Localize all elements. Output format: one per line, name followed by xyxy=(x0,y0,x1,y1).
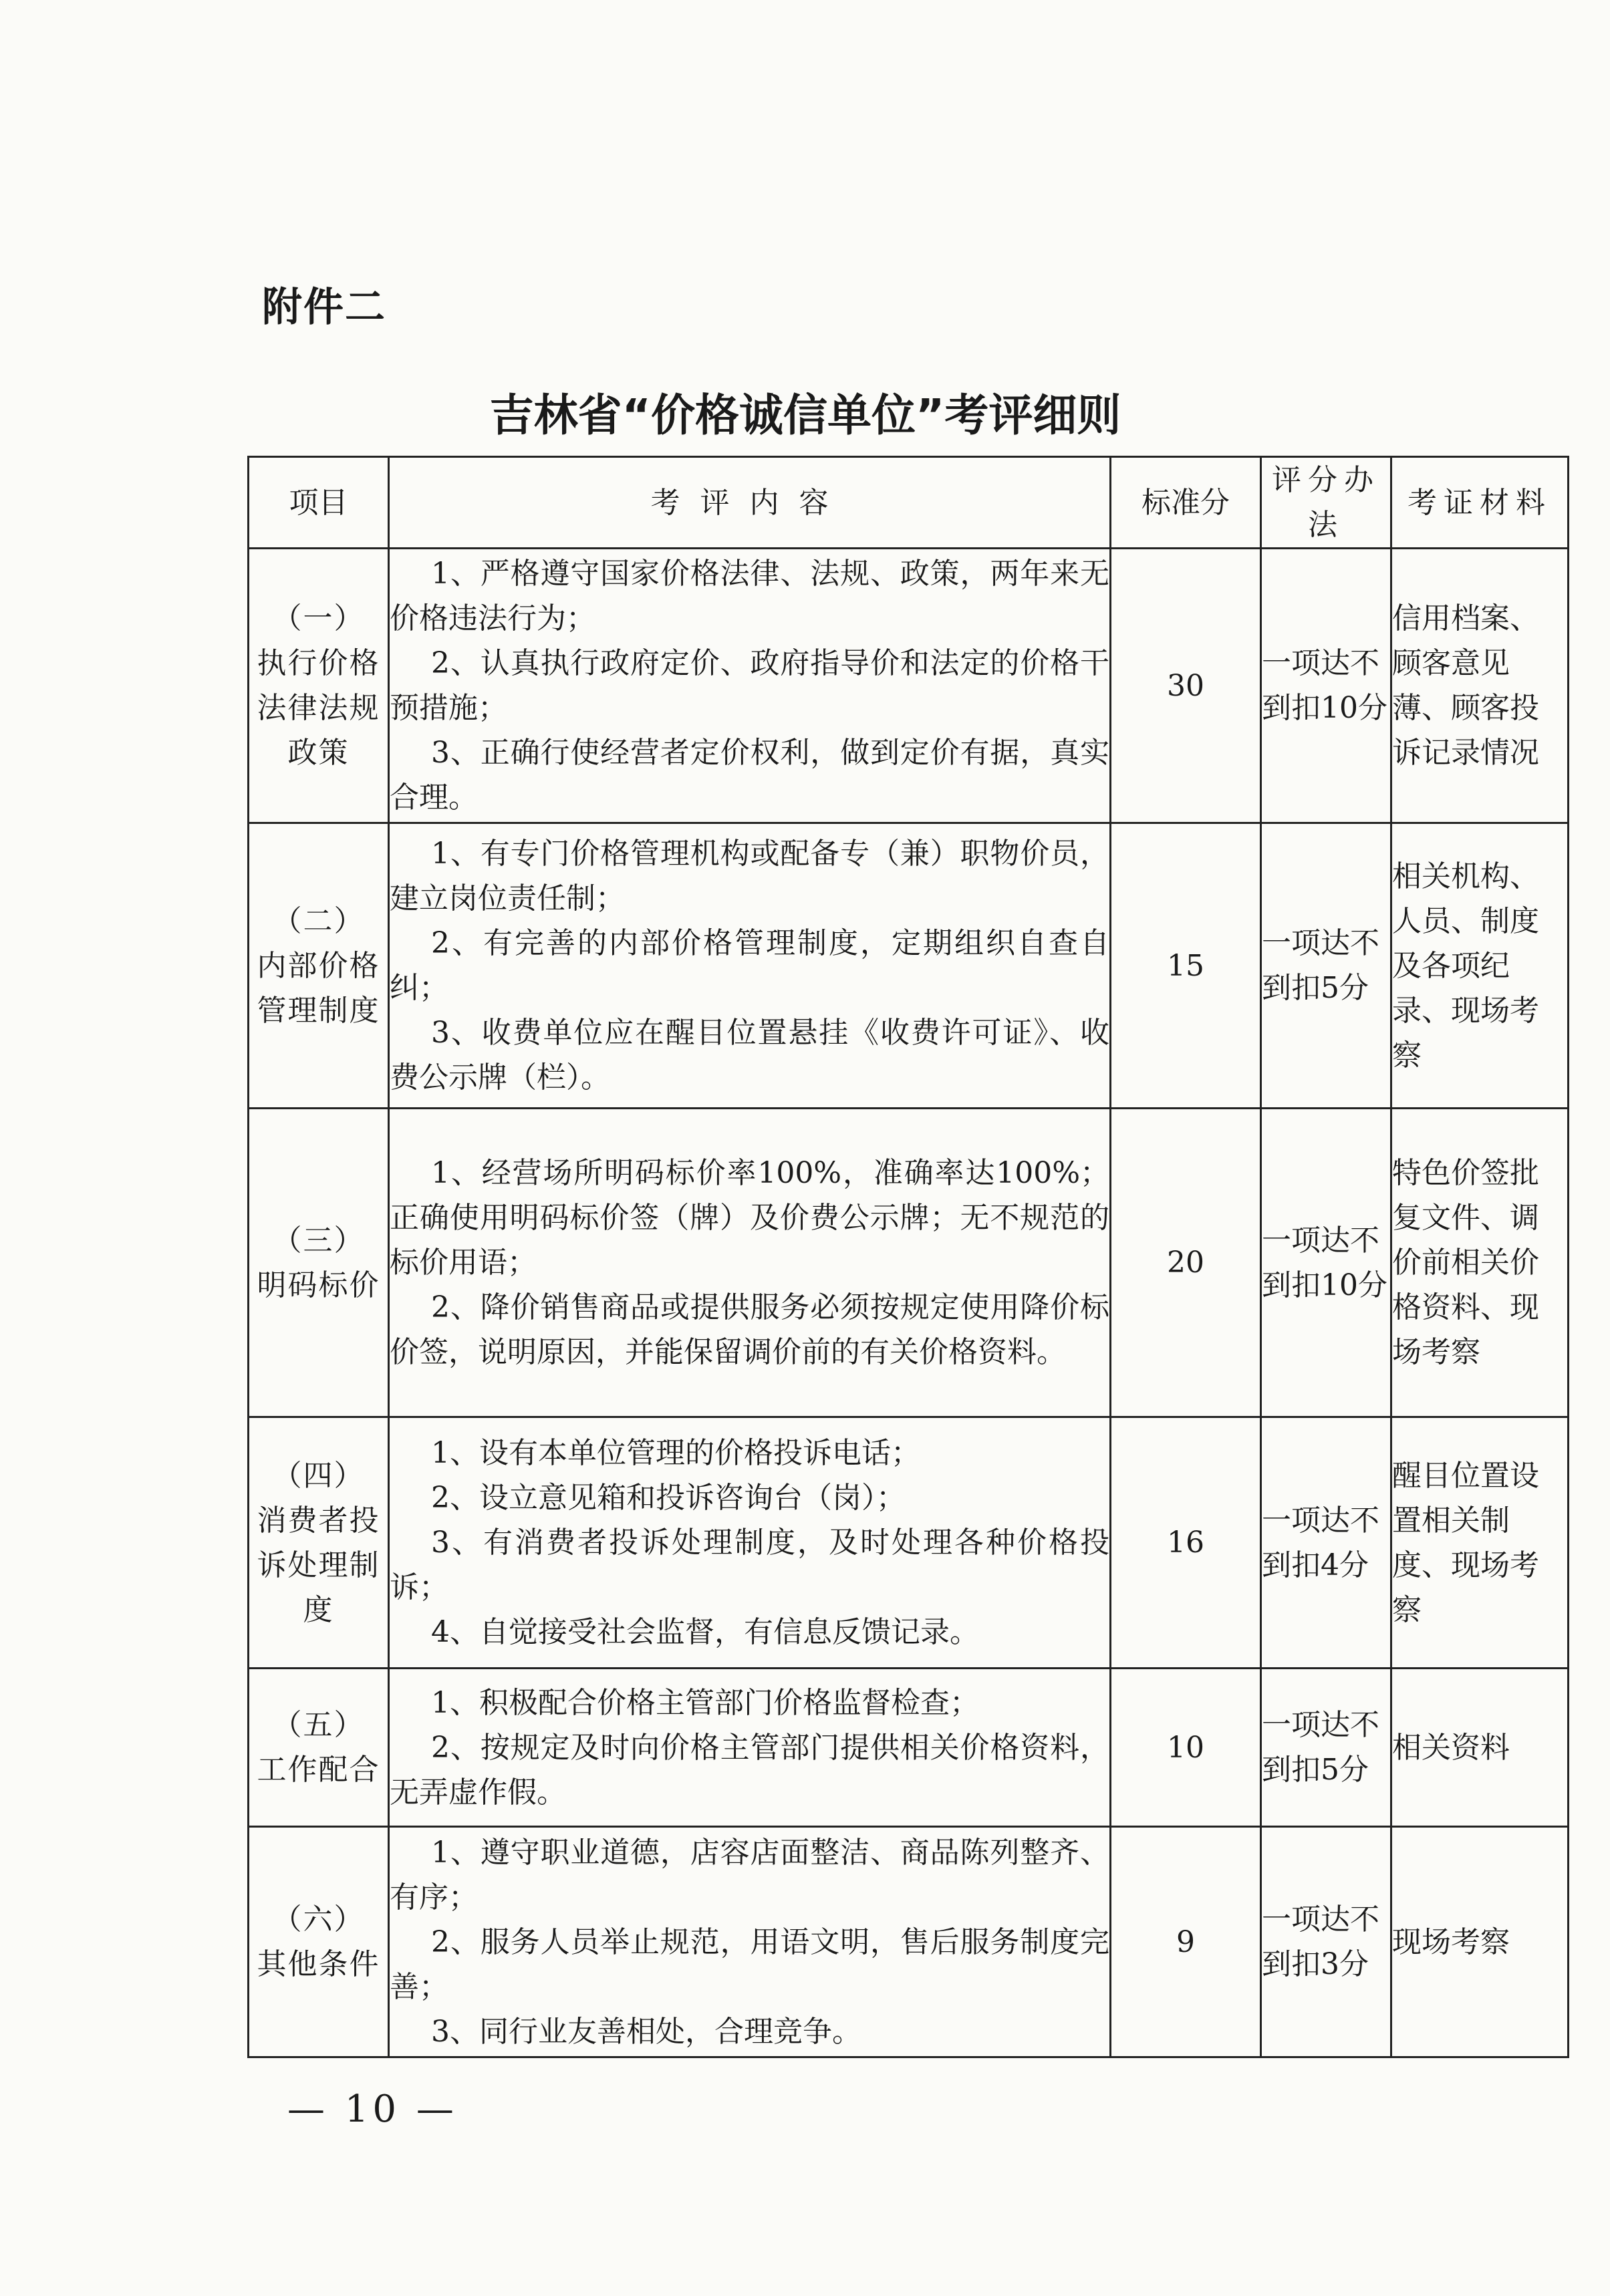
item-number: （三） xyxy=(272,1223,365,1258)
content-line: 2、有完善的内部价格管理制度，定期组织自查自纠； xyxy=(390,926,1109,1005)
content-line: 1、积极配合价格主管部门价格监督检查； xyxy=(431,1685,979,1720)
evidence-cell: 相关资料 xyxy=(1391,1669,1569,1827)
content-cell xyxy=(389,1417,1111,1669)
evidence-cell: 信用档案、顾客意见薄、顾客投诉记录情况 xyxy=(1391,549,1569,823)
method-cell: 一项达不到扣4分 xyxy=(1261,1417,1391,1669)
content-line: 3、正确行使经营者定价权利，做到定价有据，真实合理。 xyxy=(390,736,1109,815)
content-cell xyxy=(389,549,1111,823)
header-score: 标准分 xyxy=(1111,457,1261,549)
table-row xyxy=(249,1669,1569,1827)
content-line: 1、经营场所明码标价率100%，准确率达100%；正确使用明码标价签（牌）及价费公示牌；无不规范的标价用语； xyxy=(390,1156,1109,1280)
content-line: 1、严格遵守国家价格法律、法规、政策，两年来无价格违法行为； xyxy=(390,557,1109,635)
content-cell xyxy=(389,1827,1111,2057)
method-cell: 一项达不到扣3分 xyxy=(1261,1827,1391,2057)
table-row xyxy=(249,823,1569,1109)
evidence-cell: 醒目位置设置相关制度、现场考察 xyxy=(1391,1417,1569,1669)
method-cell: 一项达不到扣5分 xyxy=(1261,823,1391,1109)
item-cell xyxy=(249,549,389,823)
content-line: 1、遵守职业道德，店容店面整洁、商品陈列整齐、有序； xyxy=(390,1835,1109,1914)
content-line: 1、有专门价格管理机构或配备专（兼）职物价员，建立岗位责任制； xyxy=(390,837,1109,915)
item-cell xyxy=(249,1417,389,1669)
score-cell: 20 xyxy=(1111,1109,1261,1417)
item-cell xyxy=(249,1827,389,2057)
table-row xyxy=(249,1417,1569,1669)
item-number: （四） xyxy=(272,1458,365,1493)
item-number: （二） xyxy=(272,903,365,938)
table-header-row xyxy=(249,457,1569,549)
content-line: 2、认真执行政府定价、政府指导价和法定的价格干预措施； xyxy=(390,646,1109,725)
content-line: 3、同行业友善相处，合理竞争。 xyxy=(431,2014,861,2049)
item-number: （一） xyxy=(272,601,365,635)
evidence-cell: 特色价签批复文件、调价前相关价格资料、现场考察 xyxy=(1391,1109,1569,1417)
header-content: 考评内容 xyxy=(389,457,1111,549)
score-cell: 10 xyxy=(1111,1669,1261,1827)
header-method: 评分办法 xyxy=(1261,457,1391,549)
header-item: 项目 xyxy=(249,457,389,549)
page-number: — 10 — xyxy=(287,2088,458,2131)
method-cell: 一项达不到扣10分 xyxy=(1261,549,1391,823)
item-name: 工作配合 xyxy=(257,1753,380,1787)
item-cell xyxy=(249,1669,389,1827)
item-number: （五） xyxy=(272,1708,365,1742)
table-row xyxy=(249,549,1569,823)
table-row xyxy=(249,1827,1569,2057)
item-cell xyxy=(249,1109,389,1417)
score-cell: 15 xyxy=(1111,823,1261,1109)
content-cell xyxy=(389,1109,1111,1417)
content-line: 3、收费单位应在醒目位置悬挂《收费许可证》、收费公示牌（栏）。 xyxy=(390,1016,1109,1095)
method-cell: 一项达不到扣5分 xyxy=(1261,1669,1391,1827)
content-line: 3、有消费者投诉处理制度，及时处理各种价格投诉； xyxy=(390,1526,1109,1604)
content-line: 4、自觉接受社会监督，有信息反馈记录。 xyxy=(431,1615,979,1649)
evidence-cell: 相关机构、人员、制度及各项纪录、现场考察 xyxy=(1391,823,1569,1109)
content-line: 2、降价销售商品或提供服务必须按规定使用降价标价签，说明原因，并能保留调价前的有关价格资料。 xyxy=(390,1290,1109,1369)
score-cell: 16 xyxy=(1111,1417,1261,1669)
content-line: 1、设有本单位管理的价格投诉电话； xyxy=(431,1436,920,1470)
score-cell: 30 xyxy=(1111,549,1261,823)
content-line: 2、服务人员举止规范，用语文明，售后服务制度完善； xyxy=(390,1924,1109,2004)
header-evidence: 考证材料 xyxy=(1391,457,1569,549)
annex-label: 附件二 xyxy=(262,284,386,331)
page-title: 吉林省“价格诚信单位”考评细则 xyxy=(489,390,1121,441)
item-name: 明码标价 xyxy=(257,1268,380,1302)
item-number: （六） xyxy=(272,1902,365,1936)
score-cell: 9 xyxy=(1111,1827,1261,2057)
item-name: 其他条件 xyxy=(257,1947,380,1981)
content-line: 2、按规定及时向价格主管部门提供相关价格资料，无弄虚作假。 xyxy=(390,1730,1109,1810)
item-cell xyxy=(249,823,389,1109)
item-name: 消费者投诉处理制度 xyxy=(257,1503,380,1627)
item-name: 内部价格管理制度 xyxy=(257,948,380,1028)
method-cell: 一项达不到扣10分 xyxy=(1261,1109,1391,1417)
content-cell xyxy=(389,1669,1111,1827)
content-cell xyxy=(389,823,1111,1109)
content-line: 2、设立意见箱和投诉咨询台（岗）； xyxy=(431,1481,906,1515)
item-name: 执行价格法律法规政策 xyxy=(257,646,380,770)
evaluation-table xyxy=(247,456,1569,2058)
evidence-cell: 现场考察 xyxy=(1391,1827,1569,2057)
table-row xyxy=(249,1109,1569,1417)
